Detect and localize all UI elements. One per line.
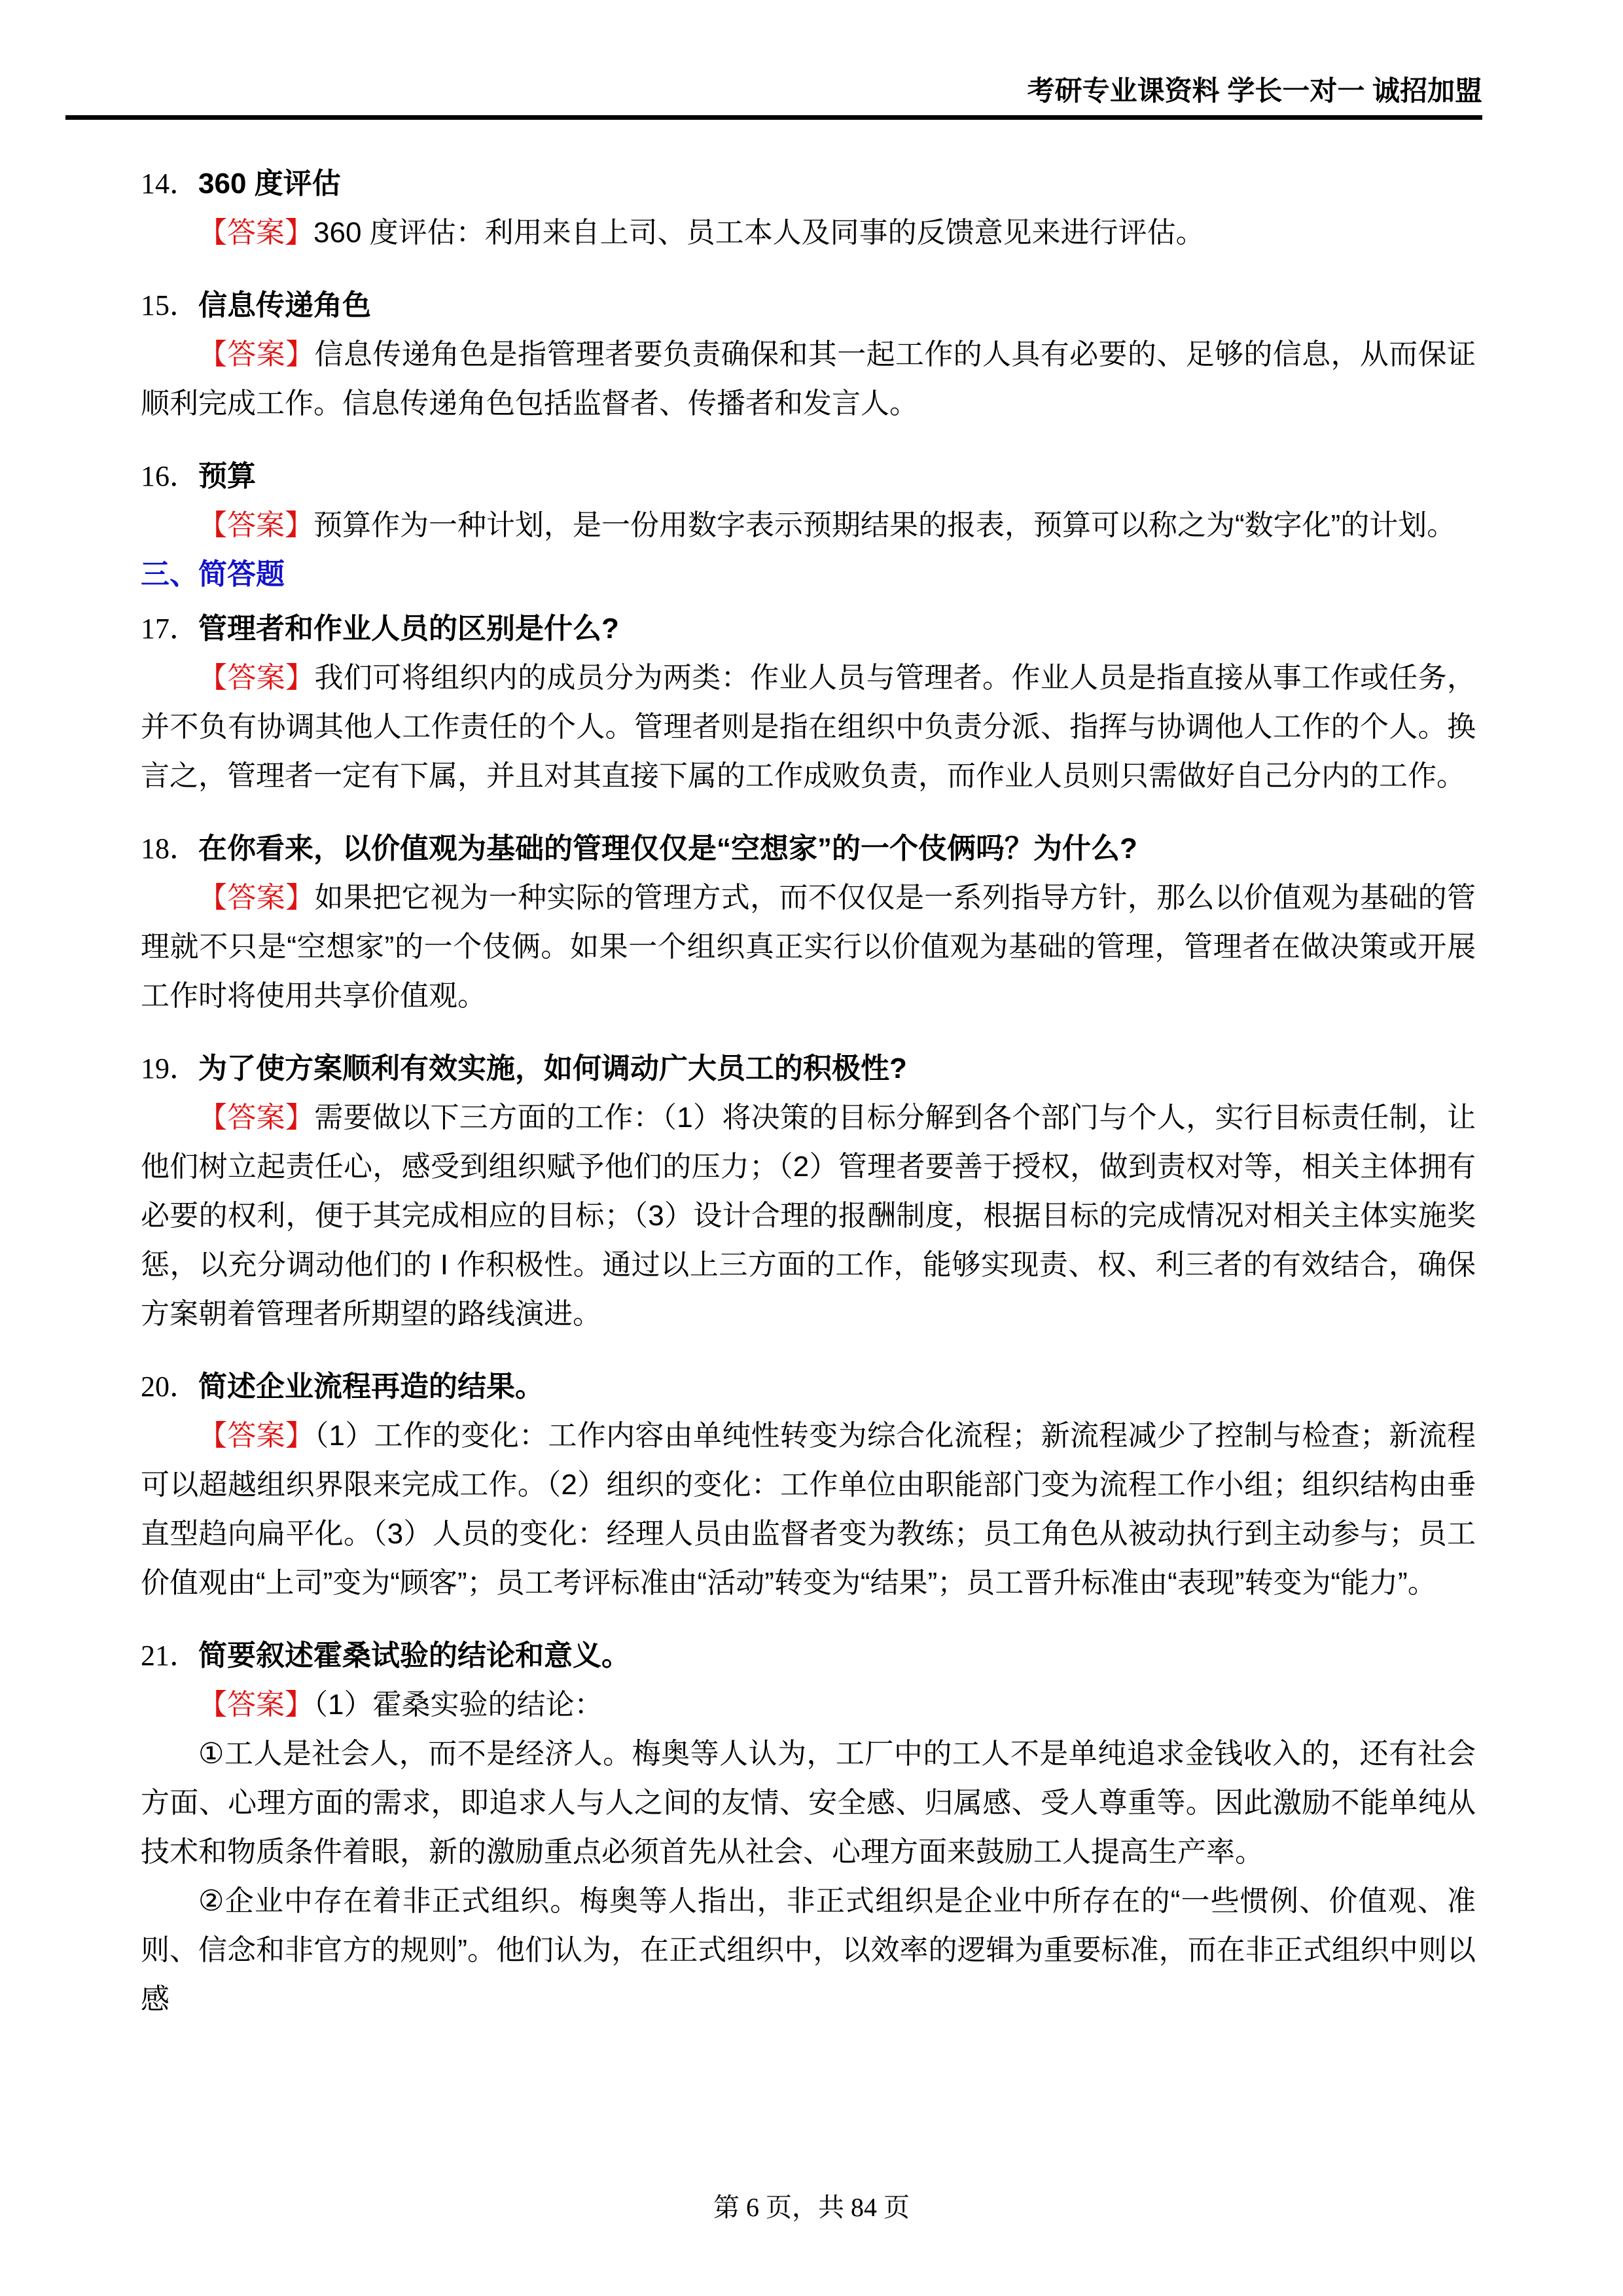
- answer-label: 【答案】: [198, 217, 313, 249]
- answer-subparagraph: ②企业中存在着非正式组织。梅奥等人指出，非正式组织是企业中所存在的“一些惯例、价值观、准则、信念和非官方的规则”。他们认为，在正式组织中，以效率的逻辑为重要标准，而在非正式组织中则以感: [141, 1885, 1476, 2016]
- answer-paragraph: [141, 330, 1476, 428]
- answer-text: （1）霍桑实验的结论：: [313, 1689, 603, 1721]
- answer-text: 需要做以下三方面的工作：（1）将决策的目标分解到各个部门与个人，实行目标责任制，让他们树立起责任心，感受到组织赋予他们的压力；（2）管理者要善于授权，做到责权对等，相关主体拥有必要的权利，便于其完成相应的目标；（3）设计合理的报酬制度，根据目标的完成情况对相关主体实施奖惩，以充分调动他们的 I 作积极性。通过以上三方面的工作，能够实现责、权、利三者的有效结合，确保方案朝着管理者所期望的路线演进。: [141, 1102, 1476, 1331]
- answer-label: 【答案】: [198, 1102, 315, 1134]
- question-heading: [141, 281, 1476, 330]
- answer-paragraph: [141, 653, 1476, 800]
- page-header: [65, 0, 1482, 120]
- question-title: 为了使方案顺利有效实施，如何调动广大员工的积极性?: [198, 1052, 907, 1085]
- answer-paragraph: [141, 1680, 1476, 1729]
- qa-item-16: [141, 452, 1476, 550]
- answer-text: 信息传递角色是指管理者要负责确保和其一起工作的人具有必要的、足够的信息，从而保证顺利完成工作。信息传递角色包括监督者、传播者和发言人。: [141, 338, 1476, 420]
- answer-paragraph: [141, 501, 1476, 550]
- question-heading: [141, 452, 1476, 501]
- question-title: 简述企业流程再造的结果。: [198, 1371, 544, 1403]
- page-content: [141, 159, 1476, 2024]
- question-number: 21．: [141, 1640, 198, 1672]
- question-number: 17．: [141, 613, 198, 645]
- question-heading: [141, 1362, 1476, 1411]
- answer-text: 360 度评估：利用来自上司、员工本人及同事的反馈意见来进行评估。: [313, 217, 1205, 249]
- page-footer: [0, 2187, 1623, 2224]
- answer-label: 【答案】: [198, 1420, 315, 1452]
- answer-paragraph: [141, 208, 1476, 257]
- answer-paragraph: [141, 873, 1476, 1020]
- question-number: 20．: [141, 1371, 198, 1403]
- qa-item-15: [141, 281, 1476, 428]
- answer-paragraph: [141, 1411, 1476, 1607]
- answer-subparagraph: ①工人是社会人，而不是经济人。梅奥等人认为，工厂中的工人不是单纯追求金钱收入的，还有社会方面、心理方面的需求，即追求人与人之间的友情、安全感、归属感、受人尊重等。因此激励不能单纯从技术和物质条件着眼，新的激励重点必须首先从社会、心理方面来鼓励工人提高生产率。: [141, 1738, 1476, 1869]
- qa-item-17: [141, 604, 1476, 800]
- question-title: 管理者和作业人员的区别是什么?: [198, 613, 619, 645]
- question-number: 15．: [141, 289, 198, 322]
- answer-text: 预算作为一种计划，是一份用数字表示预期结果的报表，预算可以称之为“数字化”的计划。: [313, 509, 1456, 542]
- question-heading: [141, 159, 1476, 208]
- answer-text: （1）工作的变化：工作内容由单纯性转变为综合化流程；新流程减少了控制与检查；新流程可以超越组织界限来完成工作。（2）组织的变化：工作单位由职能部门变为流程工作小组；组织结构由垂直型趋向扁平化。（3）人员的变化：经理人员由监督者变为教练；员工角色从被动执行到主动参与；员工价值观由“上司”变为“顾客”；员工考评标准由“活动”转变为“结果”；员工晋升标准由“表现”转变为“能力”。: [141, 1420, 1476, 1600]
- qa-item-20: [141, 1362, 1476, 1607]
- question-title: 在你看来，以价值观为基础的管理仅仅是“空想家”的一个伎俩吗？为什么?: [198, 833, 1137, 865]
- answer-text: 如果把它视为一种实际的管理方式，而不仅仅是一系列指导方针，那么以价值观为基础的管理就不只是“空想家”的一个伎俩。如果一个组织真正实行以价值观为基础的管理，管理者在做决策或开展工作时将使用共享价值观。: [141, 882, 1476, 1013]
- answer-label: 【答案】: [198, 338, 315, 371]
- answer-label: 【答案】: [198, 662, 315, 694]
- qa-item-14: [141, 159, 1476, 257]
- question-heading: [141, 604, 1476, 653]
- header-text: 考研专业课资料 学长一对一 诚招加盟: [1027, 75, 1482, 106]
- question-title: 信息传递角色: [198, 289, 371, 322]
- answer-paragraph: [141, 1093, 1476, 1338]
- answer-label: 【答案】: [198, 509, 313, 542]
- question-title: 预算: [198, 460, 256, 493]
- answer-text: 我们可将组织内的成员分为两类：作业人员与管理者。作业人员是指直接从事工作或任务，并不负有协调其他人工作责任的个人。管理者则是指在组织中负责分派、指挥与协调他人工作的个人。换言之，管理者一定有下属，并且对其直接下属的工作成败负责，而作业人员则只需做好自己分内的工作。: [141, 662, 1476, 793]
- question-heading: [141, 1631, 1476, 1680]
- question-heading: [141, 824, 1476, 873]
- question-title: 简要叙述霍桑试验的结论和意义。: [198, 1640, 630, 1672]
- qa-item-18: [141, 824, 1476, 1020]
- page-number: 第 6 页，共 84 页: [713, 2193, 910, 2222]
- question-number: 14．: [141, 168, 198, 200]
- qa-item-19: [141, 1044, 1476, 1338]
- qa-item-21: [141, 1631, 1476, 2024]
- question-number: 18．: [141, 833, 198, 865]
- question-heading: [141, 1044, 1476, 1093]
- question-number: 16．: [141, 460, 198, 493]
- question-title: 360 度评估: [198, 168, 341, 200]
- answer-label: 【答案】: [198, 882, 315, 914]
- answer-label: 【答案】: [198, 1689, 313, 1721]
- section-heading: 三、简答题: [141, 558, 285, 591]
- question-number: 19．: [141, 1052, 198, 1085]
